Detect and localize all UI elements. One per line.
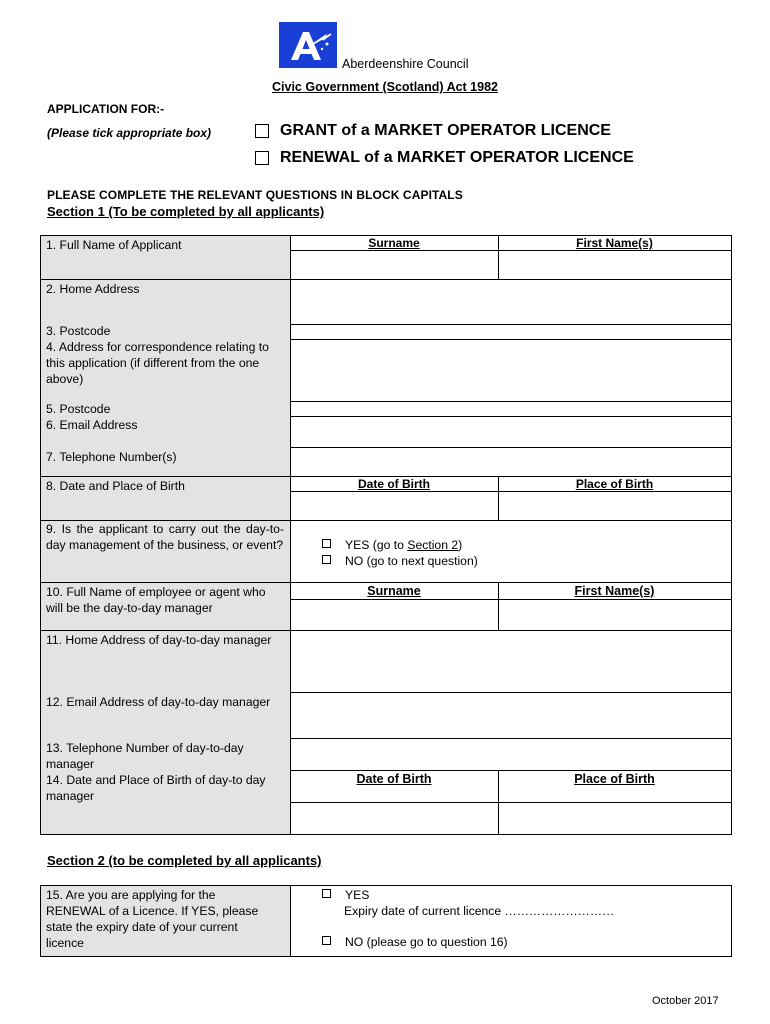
manager-telephone-field[interactable]: [292, 740, 730, 769]
q6-label: 6. Email Address: [46, 418, 138, 432]
manager-pob-field[interactable]: [500, 804, 730, 833]
q15-no-option[interactable]: NO (please go to question 16): [322, 934, 508, 950]
home-address-field[interactable]: [292, 281, 730, 323]
q15-label: 15. Are you are applying for the RENEWAL of a Licence. If YES, please state the expiry date of your current licence: [46, 888, 259, 950]
applicant-pob-field[interactable]: [500, 493, 730, 519]
q7-label: 7. Telephone Number(s): [46, 450, 177, 464]
q9-no-checkbox[interactable]: [322, 555, 331, 564]
q9-yes-option[interactable]: YES (go to Section 2): [322, 537, 462, 553]
date-of-birth-header: Date of Birth: [358, 477, 430, 491]
applicant-surname-field[interactable]: [292, 252, 497, 278]
correspondence-address-field[interactable]: [292, 341, 730, 400]
q2-label: 2. Home Address: [46, 282, 140, 296]
footer-date: October 2017: [652, 995, 719, 1007]
q3-label: 3. Postcode: [46, 324, 111, 338]
surname-header: Surname: [368, 236, 420, 250]
q10-label: 10. Full Name of employee or agent who will be the day-to-day manager: [46, 585, 266, 615]
manager-first-names-header: First Name(s): [574, 584, 655, 598]
section-2-link[interactable]: Section 2: [407, 538, 459, 552]
renewal-option-label: RENEWAL of a MARKET OPERATOR LICENCE: [280, 149, 634, 166]
section-2-title: Section 2 (to be completed by all applicants): [47, 853, 322, 868]
q13-label: 13. Telephone Number of day-to-day manager: [46, 741, 244, 771]
manager-first-names-field[interactable]: [500, 601, 730, 629]
application-for-label: APPLICATION FOR:-: [47, 102, 165, 116]
place-of-birth-header: Place of Birth: [575, 477, 654, 491]
renewal-checkbox[interactable]: [255, 151, 269, 165]
section-1-title: Section 1 (To be completed by all applicants): [47, 204, 325, 219]
council-logo: [279, 22, 337, 68]
first-names-header: First Name(s): [576, 236, 653, 250]
q14-label: 14. Date and Place of Birth of day-to day manager: [46, 773, 266, 803]
applicant-first-names-field[interactable]: [500, 252, 730, 278]
manager-pob-header: Place of Birth: [574, 772, 655, 786]
council-name: Aberdeenshire Council: [342, 57, 469, 71]
q9-no-option[interactable]: NO (go to next question): [322, 553, 478, 569]
q5-label: 5. Postcode: [46, 402, 111, 416]
telephone-field[interactable]: [292, 449, 730, 475]
q15-yes-option[interactable]: YES: [322, 887, 369, 903]
q11-label: 11. Home Address of day-to-day manager: [46, 633, 272, 647]
q9-yes-checkbox[interactable]: [322, 539, 331, 548]
q1-label: 1. Full Name of Applicant: [46, 238, 182, 252]
manager-email-field[interactable]: [292, 694, 730, 737]
q15-yes-checkbox[interactable]: [322, 889, 331, 898]
tick-instruction: (Please tick appropriate box): [47, 126, 212, 140]
correspondence-postcode-field[interactable]: [292, 403, 730, 415]
q8-label: 8. Date and Place of Birth: [46, 479, 185, 493]
q4-label: 4. Address for correspondence relating to this application (if different from the one above): [46, 340, 269, 386]
postcode-field[interactable]: [292, 326, 730, 338]
block-capitals-instruction: PLEASE COMPLETE THE RELEVANT QUESTIONS IN BLOCK CAPITALS: [47, 188, 463, 202]
expiry-date-field[interactable]: Expiry date of current licence ………………………: [344, 904, 615, 918]
q9-label: 9. Is the applicant to carry out the day-to-day management of the business, or event?: [46, 522, 284, 552]
q15-no-checkbox[interactable]: [322, 936, 331, 945]
grant-checkbox[interactable]: [255, 124, 269, 138]
manager-surname-field[interactable]: [292, 601, 497, 629]
manager-surname-header: Surname: [367, 584, 421, 598]
act-title: Civic Government (Scotland) Act 1982: [272, 80, 498, 94]
grant-option-label: GRANT of a MARKET OPERATOR LICENCE: [280, 122, 611, 139]
email-field[interactable]: [292, 418, 730, 446]
q12-label: 12. Email Address of day-to-day manager: [46, 695, 271, 709]
manager-home-address-field[interactable]: [292, 632, 730, 691]
manager-dob-field[interactable]: [292, 804, 497, 833]
manager-dob-header: Date of Birth: [356, 772, 432, 786]
applicant-dob-field[interactable]: [292, 493, 497, 519]
